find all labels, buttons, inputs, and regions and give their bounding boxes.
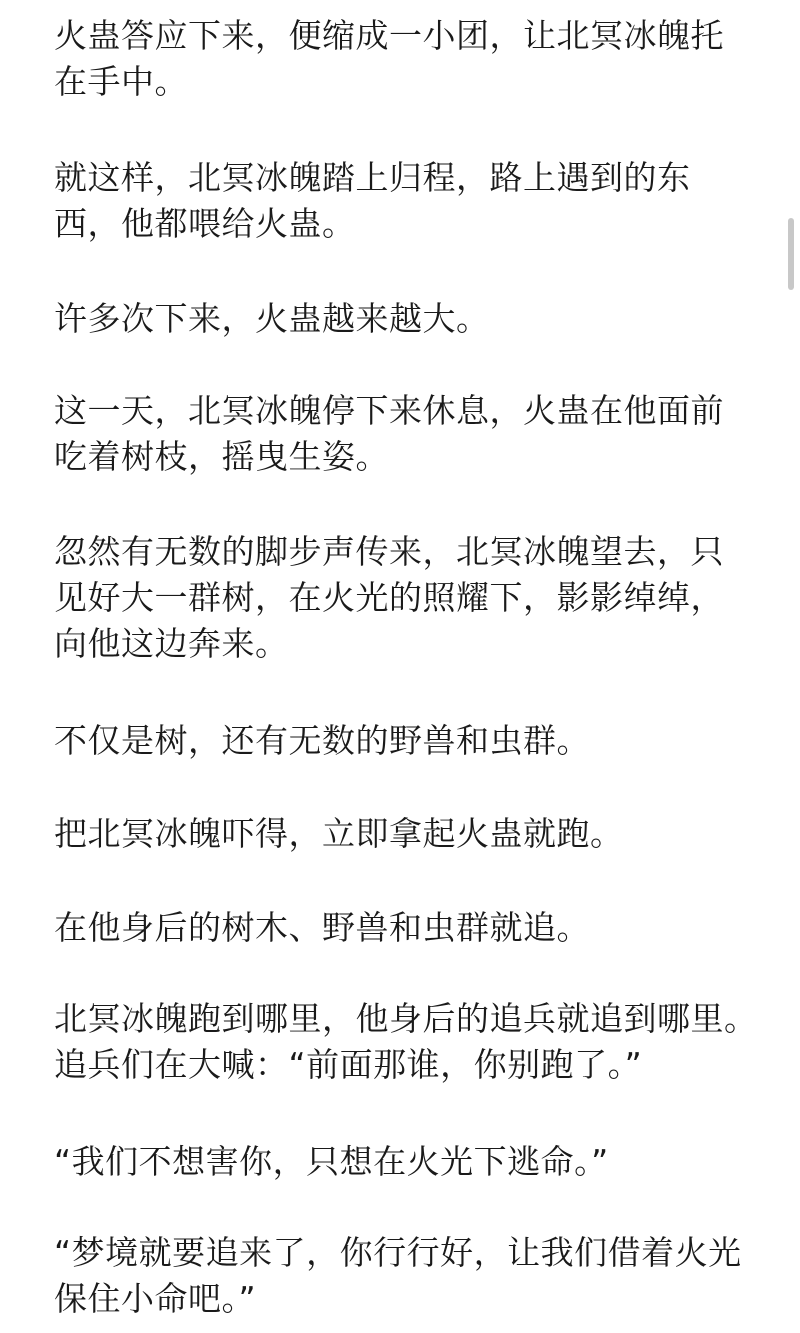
paragraph-6-line-1: 不仅是树，还有无数的野兽和虫群。 xyxy=(54,721,590,760)
paragraph-2-line-1: 就这样，北冥冰魄踏上归程，路上遇到的东 xyxy=(54,158,691,197)
paragraph-11-line-2: 保住小命吧。” xyxy=(54,1279,257,1318)
scrollbar-thumb[interactable] xyxy=(788,218,794,290)
paragraph-4-line-1: 这一天，北冥冰魄停下来休息，火蛊在他面前 xyxy=(54,391,724,430)
paragraph-5-line-2: 见好大一群树，在火光的照耀下，影影绰绰， xyxy=(54,578,724,617)
paragraph-5-line-3: 向他这边奔来。 xyxy=(54,624,289,663)
paragraph-8-line-1: 在他身后的树木、野兽和虫群就追。 xyxy=(54,908,590,947)
paragraph-7-line-1: 把北冥冰魄吓得，立即拿起火蛊就跑。 xyxy=(54,814,624,853)
paragraph-1-line-2: 在手中。 xyxy=(54,62,188,101)
paragraph-1-line-1: 火蛊答应下来，便缩成一小团，让北冥冰魄托 xyxy=(54,16,724,55)
paragraph-3-line-1: 许多次下来，火蛊越来越大。 xyxy=(54,299,490,338)
paragraph-4-line-2: 吃着树枝，摇曳生姿。 xyxy=(54,437,389,476)
paragraph-5-line-1: 忽然有无数的脚步声传来，北冥冰魄望去，只 xyxy=(54,532,724,571)
paragraph-9-line-2: 追兵们在大喊：“前面那谁，你别跑了。” xyxy=(54,1045,643,1084)
paragraph-11-line-1: “梦境就要追来了，你行行好，让我们借着火光 xyxy=(54,1233,742,1272)
paragraph-10-line-1: “我们不想害你，只想在火光下逃命。” xyxy=(54,1142,609,1181)
paragraph-2-line-2: 西，他都喂给火蛊。 xyxy=(54,204,356,243)
paragraph-9-line-1: 北冥冰魄跑到哪里，他身后的追兵就追到哪里。 xyxy=(54,999,758,1038)
